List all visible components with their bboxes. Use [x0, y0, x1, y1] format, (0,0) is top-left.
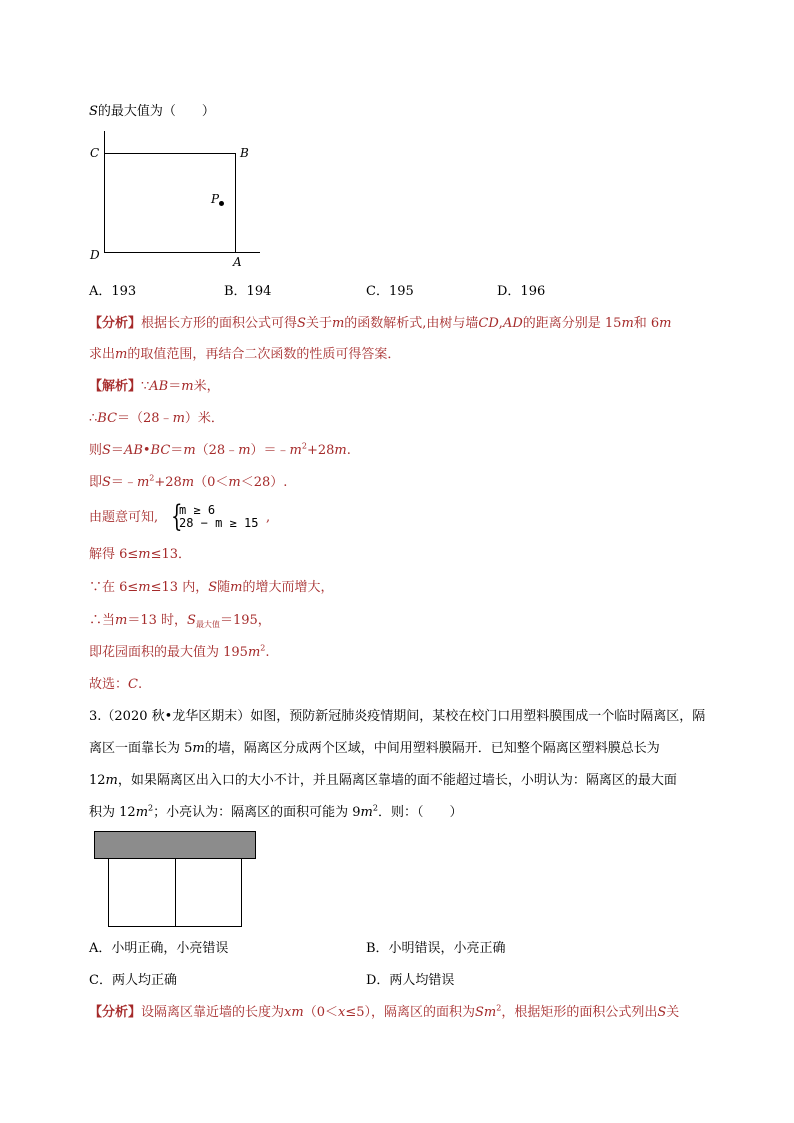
- q2-solution-line9: 即花园面积的最大值为 $195m^2$.: [89, 643, 270, 660]
- q2-solution-line2: ∴BC＝（28﹣m）米．: [89, 411, 224, 426]
- point-P-dot: [219, 201, 224, 206]
- q3-option-A: A．小明正确，小亮错误: [89, 941, 229, 956]
- q3-stem-line1: 3.（2020 秋•龙华区期末）如图，预防新冠肺炎疫情期间，某校在校门口用塑料膜围成一个临时隔离区，隔: [89, 709, 706, 724]
- label-D: D: [90, 248, 100, 262]
- q3-option-B: B．小明错误，小亮正确: [366, 941, 506, 956]
- edge-DA: [104, 252, 260, 253]
- system-row2: 28 − m ≥ 15: [179, 516, 259, 530]
- q3-option-C: C．两人均正确: [89, 973, 177, 988]
- q2-solution-line4: 即$S=﹣m^2+28m(0<m<28)$.: [89, 473, 288, 490]
- system-intro: 由题意可知,: [89, 510, 159, 525]
- front-side: [108, 926, 242, 927]
- option-D: D．196: [497, 284, 546, 299]
- option-A: A．193: [89, 284, 137, 299]
- q3-stem-line2: 离区一面靠长为 5m的墙，隔离区分成两个区域，中间用塑料膜隔开．已知整个隔离区塑料膜总长为: [89, 741, 660, 756]
- wall: [94, 831, 256, 859]
- q2-solution-line3: 则$S=AB•BC=m(28﹣m)=﹣m^2+28m$.: [89, 441, 351, 458]
- q2-solution-line7: ∵在 6≤m≤13 内，S随m的增大而增大，: [89, 580, 334, 595]
- edge-CD: [104, 131, 105, 253]
- q2-stem: S的最大值为（ ）: [89, 104, 215, 119]
- system-comma: ,: [266, 510, 271, 525]
- right-side: [241, 859, 242, 927]
- edge-CB: [104, 153, 235, 154]
- q2-analysis-line1: 【分析】根据长方形的面积公式可得S关于m的函数解析式,由树与墙CD,AD的距离分别是 15m和 6m: [89, 316, 672, 331]
- label-B: B: [240, 146, 249, 160]
- q2-solution-line6: 解得 6≤m≤13．: [89, 547, 192, 562]
- q3-option-D: D．两人均错误: [366, 973, 455, 988]
- left-side: [108, 859, 109, 927]
- edge-BA: [235, 153, 236, 253]
- middle-divider: [175, 859, 176, 927]
- brace-icon: {: [171, 499, 183, 534]
- q3-stem-line3: 12m，如果隔离区出入口的大小不计，并且隔离区靠墙的面不能超过墙长，小明认为：隔离区的最大面: [89, 773, 677, 788]
- label-A: A: [233, 255, 242, 269]
- q3-analysis-line1: 【分析】设隔离区靠近墙的长度为xm（0＜x≤5），隔离区的面积为Sm$^2$，根据矩形的面积公式列出S关: [89, 1003, 680, 1020]
- q3-stem-line4: 积为 $12m^2$；小亮认为：隔离区的面积可能为 $9m^2$．则：（ ）: [89, 803, 463, 820]
- q2-analysis-line2: 求出m的取值范围，再结合二次函数的性质可得答案．: [89, 347, 401, 362]
- q2-solution-line1: 【解析】∵AB＝m米，: [89, 379, 220, 394]
- q2-solution-line8: ∴当m＝13 时，$S_{最大值}=195$，: [89, 613, 271, 629]
- label-P: P: [211, 192, 220, 206]
- system-row1: m ≥ 6: [179, 503, 216, 517]
- q2-solution-line10: 故选：C.: [89, 677, 143, 692]
- option-C: C．195: [366, 284, 414, 299]
- option-B: B．194: [224, 284, 272, 299]
- label-C: C: [90, 146, 100, 160]
